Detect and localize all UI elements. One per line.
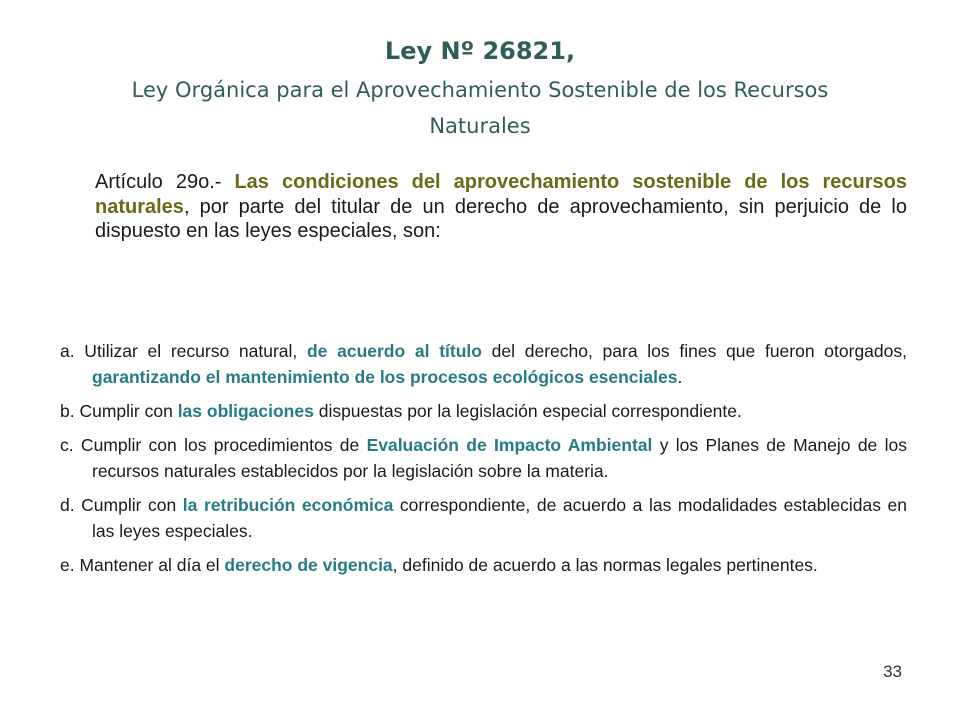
list-item [60,492,907,544]
law-name-heading: Ley Orgánica para el Aprovechamiento Sostenible de los Recursos Naturales [131,78,829,138]
item-text: correspondiente, de acuerdo a las modalidades establecidas en las leyes especiales. [92,495,907,541]
slide-title [0,34,960,144]
item-highlight: de acuerdo al título [306,341,482,361]
article-highlight: Las condiciones del aprovechamiento sostenible de los recursos naturales [95,171,907,218]
item-text: a. Utilizar el recurso natural, [60,341,307,361]
item-text: . [677,367,683,387]
item-text: y los Planes de Manejo de los recursos naturales establecidos por la legislación sobre la materia. [92,435,907,481]
item-text: b. Cumplir con [60,401,178,421]
list-item [60,338,907,390]
article-paragraph [95,170,907,244]
item-text: dispuestas por la legislación especial correspondiente. [313,401,742,421]
article-prefix: Artículo 29o.- [95,171,235,193]
item-text: c. Cumplir con los procedimientos de [60,435,367,455]
item-highlight: derecho de vigencia [224,555,393,575]
item-highlight: las obligaciones [177,401,314,421]
law-number-heading: Ley Nº 26821, [384,37,576,65]
article-rest: , por parte del titular de un derecho de aprovechamiento, sin perjuicio de lo dispuesto en las leyes especiales, son: [95,195,907,242]
item-text: , definido de acuerdo a las normas legales pertinentes. [392,555,818,575]
page-number: 33 [883,662,902,681]
conditions-list [60,338,907,586]
list-item [60,432,907,484]
list-item [60,398,907,424]
item-text: d. Cumplir con [60,495,183,515]
list-item [60,552,907,578]
item-text: del derecho, para los fines que fueron otorgados, [481,341,907,361]
item-highlight: garantizando el mantenimiento de los procesos ecológicos esenciales [92,367,678,387]
item-highlight: Evaluación de Impacto Ambiental [366,435,653,455]
item-text: e. Mantener al día el [60,555,225,575]
item-highlight: la retribución económica [182,495,394,515]
